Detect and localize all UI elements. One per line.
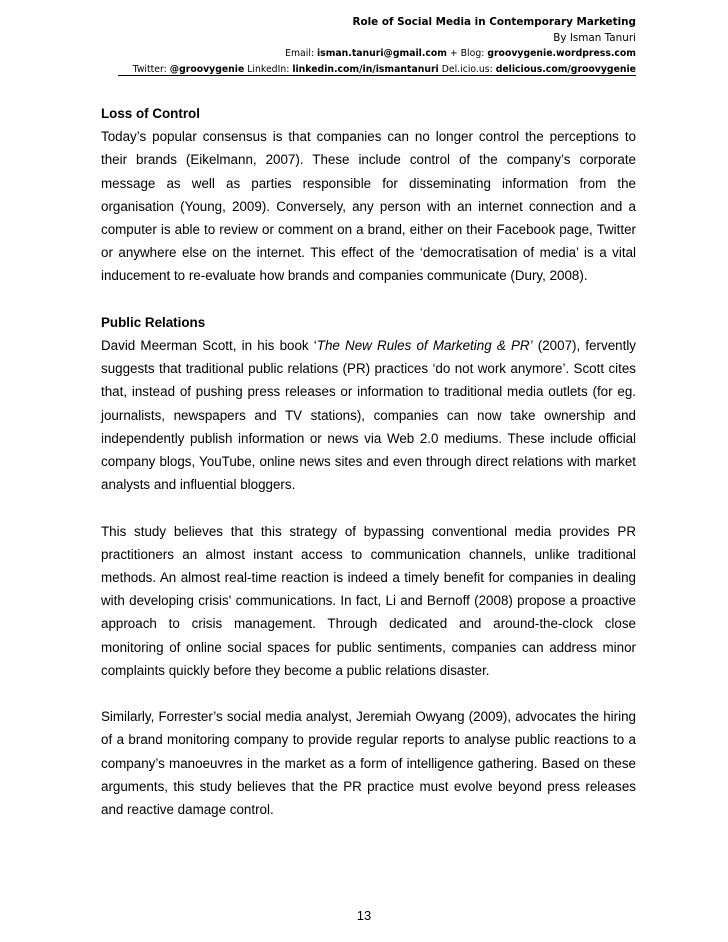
header-divider	[118, 75, 636, 76]
delicious-label: Del.icio.us:	[438, 64, 496, 75]
paragraph-spacer	[101, 682, 636, 705]
scott-text-before: David Meerman Scott, in his book ‘	[101, 338, 317, 354]
paragraph-bypassing-media: This study believes that this strategy of bypassing conventional media provides PR practitioners an almost instant access to communication channels, unlike traditional methods. An almost real-time reaction is indeed a timely benefit for companies in dealing with developing crisis' communications. In fact, Li and Bernoff (2008) propose a proactive approach to crisis management. Through dedicated and around-the-clock close monitoring of online social spaces for public sentiments, companies can address minor complaints quickly before they become a public relations disaster.	[101, 523, 636, 678]
book-title: The New Rules of Marketing & PR’	[316, 338, 533, 354]
blog-label: + Blog:	[446, 48, 488, 59]
delicious-address: delicious.com/groovygenie	[495, 64, 636, 75]
page-number: 13	[356, 908, 372, 923]
document-title: Role of Social Media in Contemporary Marketing	[352, 16, 636, 28]
twitter-label: Twitter:	[132, 64, 170, 75]
email-label: Email:	[285, 48, 317, 59]
paragraph-spacer	[101, 496, 636, 519]
email-address: isman.tanuri@gmail.com	[317, 48, 447, 59]
linkedin-label: LinkedIn:	[244, 64, 293, 75]
twitter-handle: @groovygenie	[169, 64, 245, 75]
section-heading-loss-of-control: Loss of Control	[101, 106, 200, 121]
author-line: By Isman Tanuri	[553, 32, 636, 44]
blog-address: groovygenie.wordpress.com	[487, 48, 636, 59]
scott-text-after: (2007), fervently suggests that traditional public relations (PR) practices ‘do not work anymore’. Scott cites that, instead of pushing press releases or information to traditional media outlets (for eg. journalists, newspapers and TV stations), companies can now take ownership and independently publish information or news via Web 2.0 mediums. These include official company blogs, YouTube, online news sites and even through direct relations with market analysts and influential bloggers.	[101, 338, 636, 493]
contact-line	[76, 46, 636, 62]
paragraph-scott-book	[101, 334, 636, 496]
page-body	[101, 102, 636, 821]
section-heading-public-relations: Public Relations	[101, 314, 206, 330]
page-header	[76, 14, 636, 78]
paragraph-spacer	[101, 288, 636, 311]
paragraph-owyang: Similarly, Forrester’s social media analyst, Jeremiah Owyang (2009), advocates the hiring of a brand monitoring company to provide regular reports to analyse public reactions to a company’s manoeuvres in the market as a form of intelligence gathering. Based on these arguments, this study believes that the PR practice must evolve beyond press releases and reactive damage control.	[101, 709, 636, 818]
linkedin-address: linkedin.com/in/ismantanuri	[292, 64, 439, 75]
paragraph-loss-of-control: Today’s popular consensus is that companies can no longer control the perceptions to their brands (Eikelmann, 2007). These include control of the company’s corporate message as well as parties responsible for disseminating information from the organisation (Young, 2009). Conversely, any person with an internet connection and a computer is able to review or comment on a brand, either on their Facebook page, Twitter or anywhere else on the internet. This effect of the ‘democratisation of media’ is a vital inducement to re-evaluate how brands and companies communicate (Dury, 2008).	[101, 129, 636, 284]
